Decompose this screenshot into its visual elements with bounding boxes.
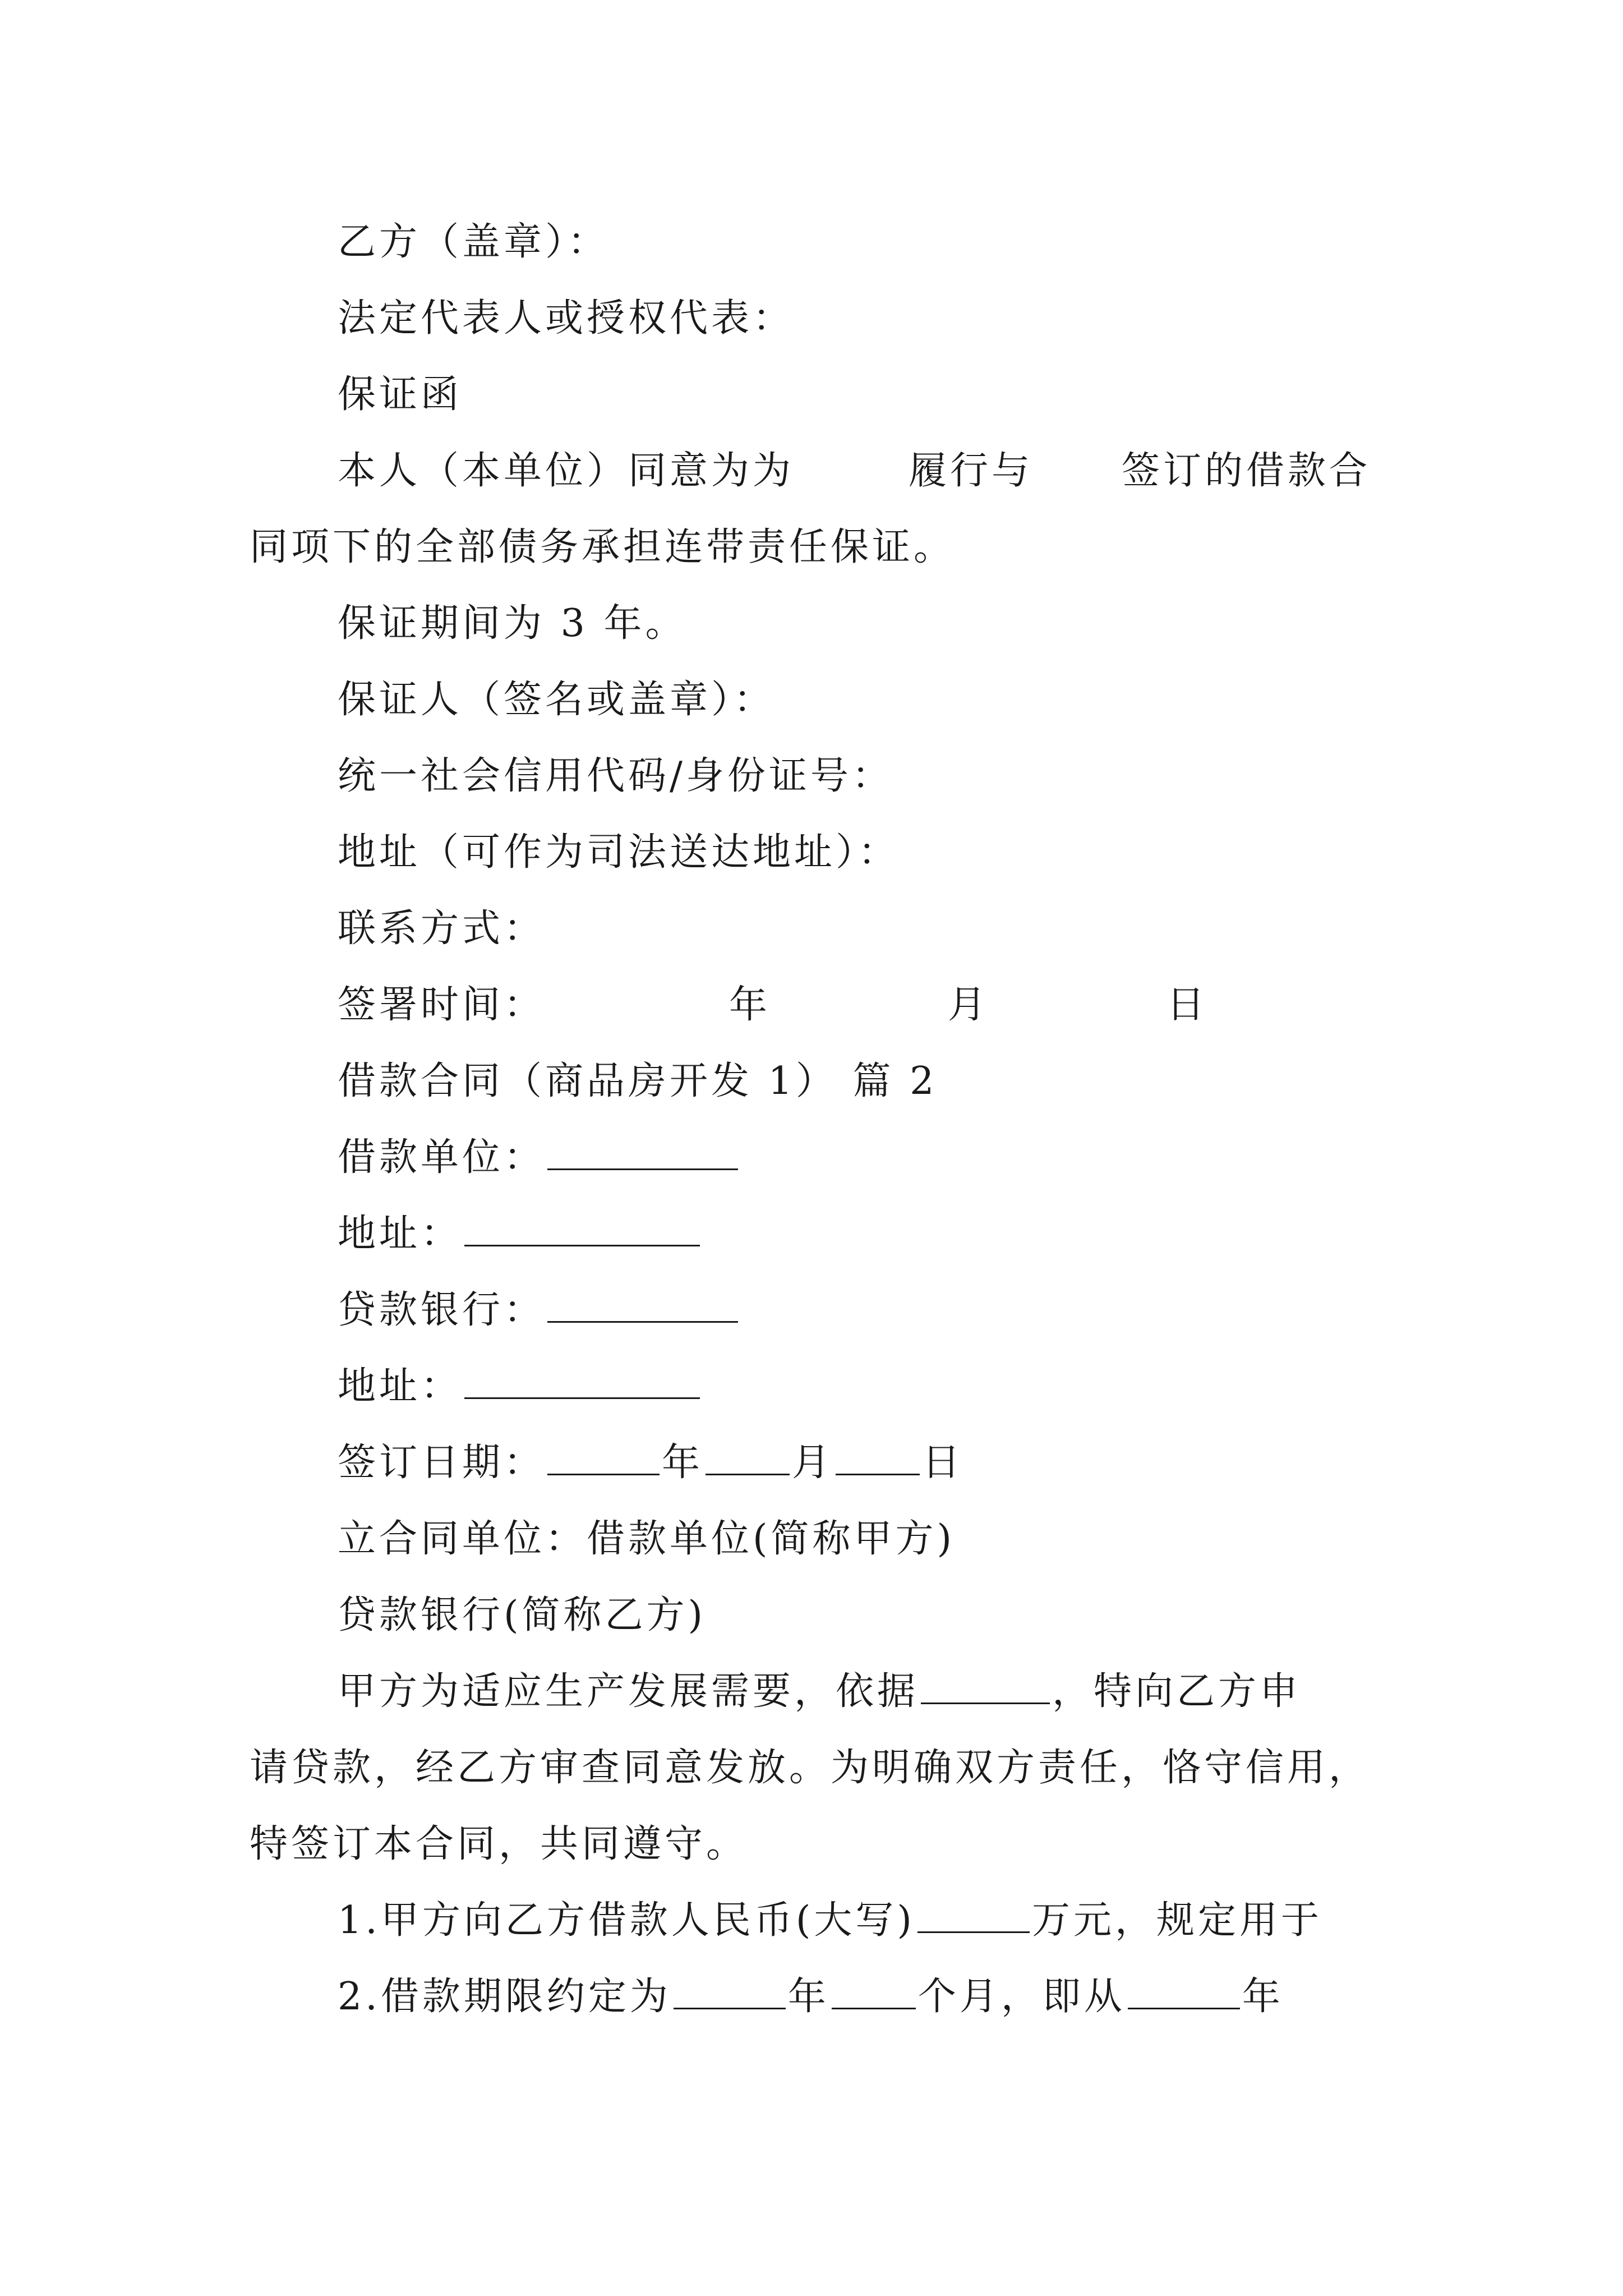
- guarantee-title: 保证函: [338, 372, 463, 417]
- guarantor-sign-line: 保证人（签名或盖章）：: [338, 678, 776, 722]
- lender-line: 贷款银行：: [0, 1277, 1623, 1344]
- amount-blank: [917, 1899, 1030, 1933]
- lender-blank: [547, 1289, 738, 1323]
- purpose-paragraph-line-3: 特签订本合同，共同遵守。: [250, 1822, 748, 1866]
- lender-address-line: 地址：: [0, 1353, 1623, 1420]
- item-2-line: 2.借款期限约定为 年 个月，即从 年: [338, 1975, 1284, 2019]
- lender-address-blank: [464, 1365, 700, 1399]
- signed-date-line: 签订日期： 年 月 日: [338, 1441, 964, 1485]
- borrower-line: 借款单位：: [0, 1124, 1623, 1191]
- contact-line: 联系方式：: [338, 907, 546, 951]
- contract-heading: 借款合同（商品房开发 1） 篇 2: [338, 1059, 938, 1103]
- party-b-seal-line: 乙方（盖章）：: [338, 220, 610, 264]
- guarantee-period-line: 保证期间为 3 年。: [338, 601, 687, 646]
- service-address-line: 地址（可作为司法送达地址）：: [338, 830, 900, 875]
- term-months-blank: [832, 1975, 916, 2009]
- guarantee-paragraph-line-1: 本人（本单位）同意为为 履行与 签订的借款合: [338, 449, 1371, 493]
- sign-time-line: 签署时间： 年 月 日: [338, 983, 1209, 1027]
- item-1-line: 1.甲方向乙方借款人民币(大写) 万元，规定用于: [338, 1898, 1322, 1943]
- parties-line: 立合同单位：借款单位(简称甲方): [338, 1517, 956, 1561]
- signed-year-blank: [547, 1441, 660, 1475]
- purpose-paragraph-line-2: 请贷款，经乙方审查同意发放。为明确双方责任，恪守信用，: [250, 1746, 1371, 1790]
- lender-abbrev-line: 贷款银行(简称乙方): [338, 1593, 707, 1637]
- credit-code-line: 统一社会信用代码/身份证号：: [338, 754, 893, 798]
- legal-rep-line: 法定代表人或授权代表：: [338, 296, 795, 341]
- guarantee-paragraph-line-2: 同项下的全部债务承担连带责任保证。: [250, 525, 956, 569]
- purpose-paragraph-line-1: 甲方为适应生产发展需要，依据 ，特向乙方申: [338, 1669, 1302, 1714]
- signed-day-blank: [836, 1441, 920, 1475]
- borrower-address-line: 地址：: [0, 1200, 1623, 1268]
- signed-month-blank: [706, 1441, 790, 1475]
- borrower-address-blank: [464, 1212, 700, 1246]
- borrower-blank: [547, 1136, 738, 1170]
- basis-blank: [921, 1670, 1050, 1704]
- term-years-blank: [674, 1975, 786, 2009]
- start-year-blank: [1128, 1975, 1240, 2009]
